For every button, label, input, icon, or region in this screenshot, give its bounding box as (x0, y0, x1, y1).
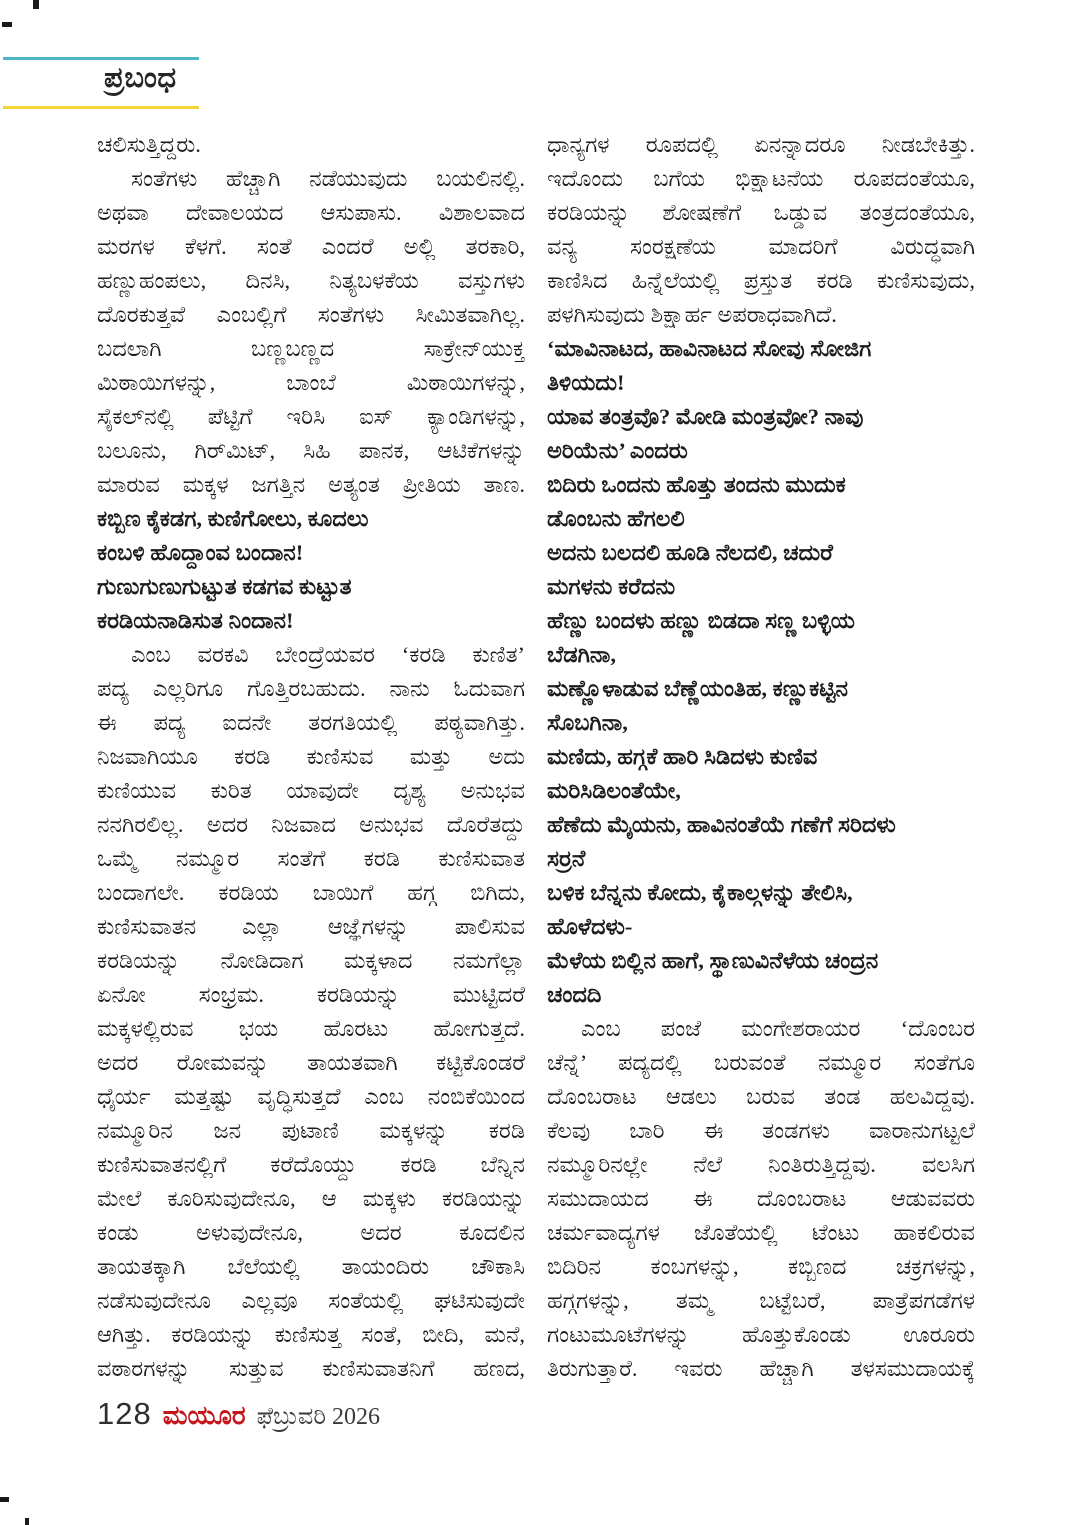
text-line: ‘ಮಾವಿನಾಟದ, ಹಾವಿನಾಟದ ಸೋವು ಸೋಜಿಗ (547, 336, 872, 361)
right-column (547, 128, 975, 1386)
text-line: ಮೆಳೆಯ ಬಿಲ್ಲಿನ ಹಾಗೆ, ಸ್ಥಾಣುವಿನೆಳೆಯ ಚಂದ್ರನ (547, 948, 879, 973)
text-line: ಕರಡಿಯನ್ನು ಶೋಷಣೆಗೆ ಒಡ್ಡುವ ತಂತ್ರದಂತೆಯೂ, (547, 200, 975, 225)
text-line: ಪದ್ಯ ಎಲ್ಲರಿಗೂ ಗೊತ್ತಿರಬಹುದು. ನಾನು ಓದುವಾಗ (97, 676, 525, 701)
crop-mark (33, 0, 39, 9)
crop-mark (25, 1518, 29, 1525)
text-line: ಸಂತೆಗಳು ಹೆಚ್ಚಾಗಿ ನಡೆಯುವುದು ಬಯಲಿನಲ್ಲಿ. (131, 166, 525, 191)
issue-date: ಫೆಬ್ರುವರಿ 2026 (256, 1404, 381, 1430)
text-line: ಕಬ್ಬಿಣ ಕೈಕಡಗ, ಕುಣಿಗೋಲು, ಕೂದಲು (97, 506, 369, 531)
text-line: ಕಾಣಿಸಿದ ಹಿನ್ನೆಲೆಯಲ್ಲಿ ಪ್ರಸ್ತುತ ಕರಡಿ ಕುಣಿಸುವುದು, (547, 268, 975, 293)
text-line: ಮಿಠಾಯಿಗಳನ್ನು, ಬಾಂಬೆ ಮಿಠಾಯಿಗಳನ್ನು, (97, 370, 525, 395)
text-line: ಬೆಡಗಿನಾ, (547, 642, 616, 667)
text-line: ಬಿದಿರು ಒಂದನು ಹೊತ್ತು ತಂದನು ಮುದುಕ (547, 472, 846, 497)
text-line: ಬದಲಾಗಿ ಬಣ್ಣಬಣ್ಣದ ಸಾಕ್ರೇನ್‌ಯುಕ್ತ (97, 336, 525, 361)
text-line: ಮರಿಸಿಡಿಲಂತೆಯೇ, (547, 778, 681, 803)
text-line: ಈ ಪದ್ಯ ಐದನೇ ತರಗತಿಯಲ್ಲಿ ಪಠ್ಯವಾಗಿತ್ತು. (97, 710, 525, 735)
text-line: ಕರಡಿಯನಾಡಿಸುತ ನಿಂದಾನ! (97, 608, 294, 633)
text-line: ಹಗ್ಗಗಳನ್ನು, ತಮ್ಮ ಬಟ್ಟೆಬರೆ, ಪಾತ್ರೆಪಗಡೆಗಳ (547, 1288, 975, 1313)
text-line: ಮಣಿದು, ಹಗ್ಗಕೆ ಹಾರಿ ಸಿಡಿದಳು ಕುಣಿವ (547, 744, 818, 769)
text-line: ಡೊಂಬನು ಹೆಗಲಲಿ (547, 506, 685, 531)
header-top-rule (3, 57, 199, 60)
text-line: ಮರಗಳ ಕೆಳಗೆ. ಸಂತೆ ಎಂದರೆ ಅಲ್ಲಿ ತರಕಾರಿ, (97, 234, 525, 259)
magazine-name: ಮಯೂರ (162, 1401, 246, 1430)
text-line: ಕೆಲವು ಬಾರಿ ಈ ತಂಡಗಳು ವಾರಾನುಗಟ್ಟಲೆ (547, 1118, 975, 1143)
text-line: ಹೆಣ್ಣು ಬಂದಳು ಹಣ್ಣು ಬಿಡದಾ ಸಣ್ಣ ಬಳ್ಳಿಯ (547, 608, 855, 633)
text-line: ಯಾವ ತಂತ್ರವೊ? ಮೋಡಿ ಮಂತ್ರವೋ? ನಾವು (547, 404, 864, 429)
text-line: ದೊಂಬರಾಟ ಆಡಲು ಬರುವ ತಂಡ ಹಲವಿದ್ದವು. (547, 1084, 975, 1109)
text-line: ಮಾರುವ ಮಕ್ಕಳ ಜಗತ್ತಿನ ಅತ್ಯಂತ ಪ್ರೀತಿಯ ತಾಣ. (97, 472, 525, 497)
text-line: ಬಲೂನು, ಗಿರ್‌ಮಿಟ್, ಸಿಹಿ ಪಾನಕ, ಆಟಿಕೆಗಳನ್ನು (97, 438, 525, 463)
header-bottom-rule (3, 106, 199, 109)
text-line: ಸೈಕಲ್‌ನಲ್ಲಿ ಪೆಟ್ಟಿಗೆ ಇರಿಸಿ ಐಸ್ ಕ್ಯಾಂಡಿಗಳನ್ನು, (97, 404, 525, 429)
page-footer (97, 1396, 380, 1432)
page-number: 128 (97, 1396, 152, 1431)
text-line: ಬಳಿಕ ಬೆನ್ನನು ಕೋದು, ಕೈಕಾಲ್ಗಳನ್ನು ತೇಲಿಸಿ, (547, 880, 853, 905)
text-line: ವನ್ಯ ಸಂರಕ್ಷಣೆಯ ಮಾದರಿಗೆ ವಿರುದ್ಧವಾಗಿ (547, 234, 975, 259)
text-line: ಮೇಲೆ ಕೂರಿಸುವುದೇನೂ, ಆ ಮಕ್ಕಳು ಕರಡಿಯನ್ನು (97, 1186, 525, 1211)
text-line: ಎಂಬ ವರಕವಿ ಬೇಂದ್ರೆಯವರ ‘ಕರಡಿ ಕುಣಿತ’ (131, 642, 525, 667)
text-line: ಕುಣಿಸುವಾತನಲ್ಲಿಗೆ ಕರೆದೊಯ್ದು ಕರಡಿ ಬೆನ್ನಿನ (97, 1152, 525, 1177)
text-line: ಅಥವಾ ದೇವಾಲಯದ ಆಸುಪಾಸು. ವಿಶಾಲವಾದ (97, 200, 525, 225)
text-line: ತಾಯತಕ್ಕಾಗಿ ಬೆಲೆಯಲ್ಲಿ ತಾಯಂದಿರು ಚೌಕಾಸಿ (97, 1254, 525, 1279)
text-line: ನಿಜವಾಗಿಯೂ ಕರಡಿ ಕುಣಿಸುವ ಮತ್ತು ಅದು (97, 744, 525, 769)
text-line: ಗಂಟುಮೂಟೆಗಳನ್ನು ಹೊತ್ತುಕೊಂಡು ಊರೂರು (547, 1322, 975, 1347)
text-line: ಕಂಡು ಅಳುವುದೇನೂ, ಅದರ ಕೂದಲಿನ (97, 1220, 525, 1245)
text-line: ನಮ್ಮೂರಿನಲ್ಲೇ ನೆಲೆ ನಿಂತಿರುತ್ತಿದ್ದವು. ವಲಸಿಗ (547, 1152, 975, 1177)
text-line: ಮಣ್ಣೊಳಾಡುವ ಬೆಣ್ಣೆಯಂತಿಹ, ಕಣ್ಣುಕಟ್ಟಿನ (547, 676, 849, 701)
text-line: ಎಂಬ ಪಂಜೆ ಮಂಗೇಶರಾಯರ ‘ದೊಂಬರ (581, 1016, 975, 1041)
text-line: ಅದನು ಬಲದಲಿ ಹೂಡಿ ನೆಲದಲಿ, ಚದುರೆ (547, 540, 833, 565)
text-line: ಕುಣಿಸುವಾತನ ಎಲ್ಲಾ ಆಜ್ಞೆಗಳನ್ನು ಪಾಲಿಸುವ (97, 914, 525, 939)
text-line: ನಮ್ಮೂರಿನ ಜನ ಪುಟಾಣಿ ಮಕ್ಕಳನ್ನು ಕರಡಿ (97, 1118, 525, 1143)
text-line: ಚಂದದಿ (547, 982, 602, 1007)
crop-mark (2, 22, 12, 27)
text-line: ನನಗಿರಲಿಲ್ಲ. ಅದರ ನಿಜವಾದ ಅನುಭವ ದೊರೆತದ್ದು (97, 812, 525, 837)
text-line: ದೊರಕುತ್ತವೆ ಎಂಬಲ್ಲಿಗೆ ಸಂತೆಗಳು ಸೀಮಿತವಾಗಿಲ್ಲ. (97, 302, 525, 327)
left-column (97, 128, 525, 1386)
text-line: ಚೆನ್ನೆ’ ಪದ್ಯದಲ್ಲಿ ಬರುವಂತೆ ನಮ್ಮೂರ ಸಂತೆಗೂ (547, 1050, 975, 1075)
text-line: ಧೈರ್ಯ ಮತ್ತಷ್ಟು ವೃದ್ಧಿಸುತ್ತದೆ ಎಂಬ ನಂಬಿಕೆಯಿಂದ (97, 1084, 525, 1109)
text-line: ಹೆಣೆದು ಮೈಯನು, ಹಾವಿನಂತೆಯೆ ಗಣೆಗೆ ಸರಿದಳು (547, 812, 896, 837)
text-line: ಸೊಬಗಿನಾ, (547, 710, 628, 735)
text-line: ಗುಣುಗುಣುಗುಟ್ಟುತ ಕಡಗವ ಕುಟ್ಟುತ (97, 574, 352, 599)
text-line: ಕರಡಿಯನ್ನು ನೋಡಿದಾಗ ಮಕ್ಕಳಾದ ನಮಗೆಲ್ಲಾ (97, 948, 525, 973)
section-label: ಪ್ರಬಂಧ (104, 62, 177, 94)
text-line: ಧಾನ್ಯಗಳ ರೂಪದಲ್ಲಿ ಏನನ್ನಾದರೂ ನೀಡಬೇಕಿತ್ತು. (547, 132, 975, 157)
text-line: ಏನೋ ಸಂಭ್ರಮ. ಕರಡಿಯನ್ನು ಮುಟ್ಟಿದರೆ (97, 982, 525, 1007)
text-line: ಹೊಳೆದಳು- (547, 914, 633, 939)
crop-mark (0, 1497, 9, 1502)
text-line: ನಡೆಸುವುದೇನೂ ಎಲ್ಲವೂ ಸಂತೆಯಲ್ಲಿ ಘಟಿಸುವುದೇ (97, 1288, 525, 1313)
text-line: ಬಿದಿರಿನ ಕಂಬಗಳನ್ನು, ಕಬ್ಬಿಣದ ಚಕ್ರಗಳನ್ನು, (547, 1254, 975, 1279)
text-line: ಅರಿಯೆನು’ ಎಂದರು (547, 438, 688, 463)
text-line: ಸಮುದಾಯದ ಈ ದೊಂಬರಾಟ ಆಡುವವರು (547, 1186, 975, 1211)
text-line: ಚರ್ಮವಾದ್ಯಗಳ ಜೊತೆಯಲ್ಲಿ ಟೆಂಟು ಹಾಕಲಿರುವ (547, 1220, 975, 1245)
text-line: ತಿರುಗುತ್ತಾರೆ. ಇವರು ಹೆಚ್ಚಾಗಿ ತಳಸಮುದಾಯಕ್ಕೆ (547, 1356, 975, 1381)
text-line: ಕುಣಿಯುವ ಕುರಿತ ಯಾವುದೇ ದೃಶ್ಯ ಅನುಭವ (97, 778, 525, 803)
text-line: ಅದರ ರೋಮವನ್ನು ತಾಯತವಾಗಿ ಕಟ್ಟಿಕೊಂಡರೆ (97, 1050, 525, 1075)
text-line: ತಿಳಿಯದು! (547, 370, 625, 395)
text-line: ಆಗಿತ್ತು. ಕರಡಿಯನ್ನು ಕುಣಿಸುತ್ತ ಸಂತೆ, ಬೀದಿ, ಮನೆ, (97, 1322, 525, 1347)
text-line: ಚಲಿಸುತ್ತಿದ್ದರು. (97, 132, 201, 157)
text-line: ವಠಾರಗಳನ್ನು ಸುತ್ತುವ ಕುಣಿಸುವಾತನಿಗೆ ಹಣದ, (97, 1356, 525, 1381)
text-line: ಹಣ್ಣುಹಂಪಲು, ದಿನಸಿ, ನಿತ್ಯಬಳಕೆಯ ವಸ್ತುಗಳು (97, 268, 525, 293)
text-line: ಸರ್ರನೆ (547, 846, 586, 871)
text-line: ಬಂದಾಗಲೇ. ಕರಡಿಯ ಬಾಯಿಗೆ ಹಗ್ಗ ಬಿಗಿದು, (97, 880, 525, 905)
text-line: ಒಮ್ಮೆ ನಮ್ಮೂರ ಸಂತೆಗೆ ಕರಡಿ ಕುಣಿಸುವಾತ (97, 846, 525, 871)
text-line: ಕಂಬಳಿ ಹೊದ್ದಾಂವ ಬಂದಾನ! (97, 540, 304, 565)
text-line: ಇದೊಂದು ಬಗೆಯ ಭಿಕ್ಷಾಟನೆಯ ರೂಪದಂತೆಯೂ, (547, 166, 975, 191)
text-line: ಪಳಗಿಸುವುದು ಶಿಕ್ಷಾರ್ಹ ಅಪರಾಧವಾಗಿದೆ. (547, 302, 837, 327)
text-line: ಮಕ್ಕಳಲ್ಲಿರುವ ಭಯ ಹೊರಟು ಹೋಗುತ್ತದೆ. (97, 1016, 525, 1041)
text-line: ಮಗಳನು ಕರೆದನು (547, 574, 676, 599)
